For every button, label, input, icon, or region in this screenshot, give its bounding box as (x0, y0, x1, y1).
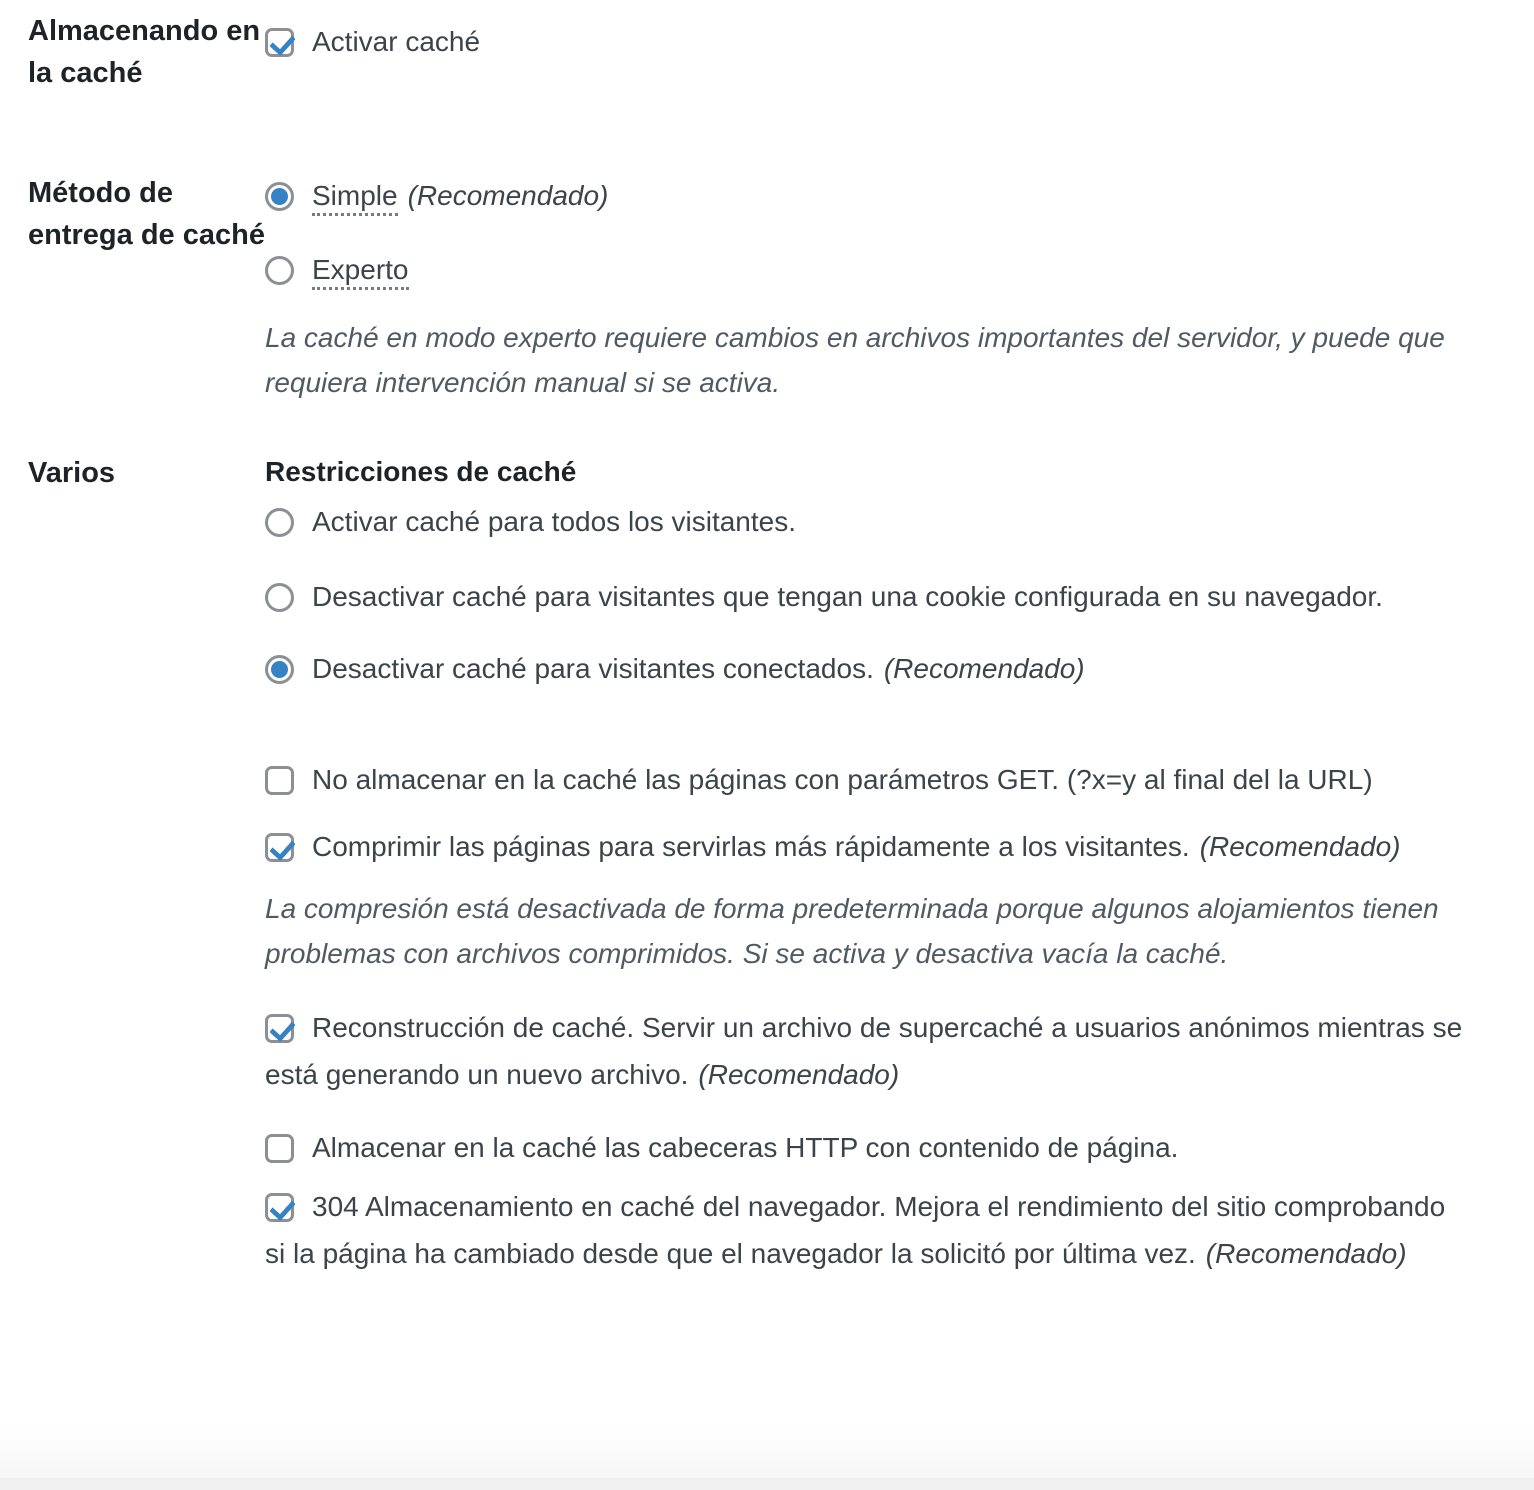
cache-http-headers-checkbox[interactable] (265, 1134, 294, 1163)
cache-rebuild-checkbox[interactable] (265, 1014, 294, 1043)
compression-description: La compresión está desactivada de forma predeterminada porque algunos alojamientos tienen problemas con archivos comprimidos. Si se activa y desactiva vacía la caché. (265, 893, 1439, 969)
setting-row-misc (28, 448, 1470, 1277)
restriction-option-cache-all-visitors[interactable] (265, 498, 1470, 545)
compress-pages-label[interactable]: Comprimir las páginas para servirlas más rápidamente a los visitantes. (312, 831, 1190, 862)
option-no-cache-get-params[interactable] (265, 756, 1470, 803)
delivery-method-controls (265, 168, 1470, 448)
field-label-delivery-method: Método de entrega de caché (28, 177, 265, 251)
restriction-option-disable-logged-in[interactable] (265, 645, 1470, 692)
disable-logged-in-radio[interactable] (265, 655, 294, 684)
page-background-strip (0, 1478, 1534, 1490)
expert-mode-description: La caché en modo experto requiere cambios en archivos importantes del servidor, y puede que requiera intervención manual si se activa. (265, 322, 1445, 398)
compress-pages-recommended-note: (Recomendado) (1199, 831, 1401, 862)
compress-pages-checkbox[interactable] (265, 833, 294, 862)
activar-cache-label[interactable]: Activar caché (312, 26, 481, 57)
simple-radio-label[interactable]: Simple (312, 180, 398, 216)
bottom-fade (0, 1426, 1534, 1478)
cache-all-visitors-radio[interactable] (265, 508, 294, 537)
simple-recommended-note: (Recomendado) (407, 180, 609, 211)
no-cache-get-params-checkbox[interactable] (265, 766, 294, 795)
disable-cookie-visitors-radio[interactable] (265, 583, 294, 612)
cache-all-visitors-label[interactable]: Activar caché para todos los visitantes. (312, 506, 797, 537)
setting-row-delivery-method (28, 168, 1470, 448)
experto-radio-label[interactable]: Experto (312, 254, 409, 290)
browser-caching-304-label[interactable]: 304 Almacenamiento en caché del navegador. Mejora el rendimiento del sitio comprobando si la página ha cambiado desde que el navegador la solicitó por última vez. (265, 1191, 1446, 1269)
option-cache-rebuild[interactable] (265, 1004, 1470, 1098)
cache-http-headers-label[interactable]: Almacenar en la caché las cabeceras HTTP con contenido de página. (312, 1132, 1179, 1163)
browser-caching-304-recommended-note: (Recomendado) (1205, 1238, 1407, 1269)
no-cache-get-params-label[interactable]: No almacenar en la caché las páginas con parámetros GET. (?x=y al final del la URL) (312, 764, 1373, 795)
disable-logged-in-label[interactable]: Desactivar caché para visitantes conectados. (312, 653, 874, 684)
cache-rebuild-recommended-note: (Recomendado) (698, 1059, 900, 1090)
option-304-browser-caching[interactable] (265, 1183, 1470, 1277)
restriction-option-disable-cookie-visitors[interactable] (265, 573, 1470, 620)
field-label-caching: Almacenando en la caché (28, 15, 261, 89)
option-cache-http-headers[interactable] (265, 1124, 1470, 1171)
misc-controls (265, 448, 1470, 1277)
enable-caching-option[interactable] (265, 18, 1470, 65)
delivery-option-expert[interactable] (265, 246, 1470, 293)
simple-radio[interactable] (265, 182, 294, 211)
field-label-misc: Varios (28, 457, 116, 489)
disable-cookie-visitors-label[interactable]: Desactivar caché para visitantes que tengan una cookie configurada en su navegador. (312, 581, 1383, 612)
activar-cache-checkbox[interactable] (265, 28, 294, 57)
option-compress-pages[interactable] (265, 823, 1470, 870)
caching-controls (265, 8, 1470, 168)
cache-restrictions-heading: Restricciones de caché (265, 456, 577, 487)
cache-rebuild-label[interactable]: Reconstrucción de caché. Servir un archivo de supercaché a usuarios anónimos mientras se está generando un nuevo archivo. (265, 1012, 1463, 1090)
browser-caching-304-checkbox[interactable] (265, 1193, 294, 1222)
experto-radio[interactable] (265, 256, 294, 285)
disable-logged-in-recommended-note: (Recomendado) (883, 653, 1085, 684)
delivery-option-simple[interactable] (265, 172, 1470, 219)
setting-row-caching (28, 8, 1470, 168)
